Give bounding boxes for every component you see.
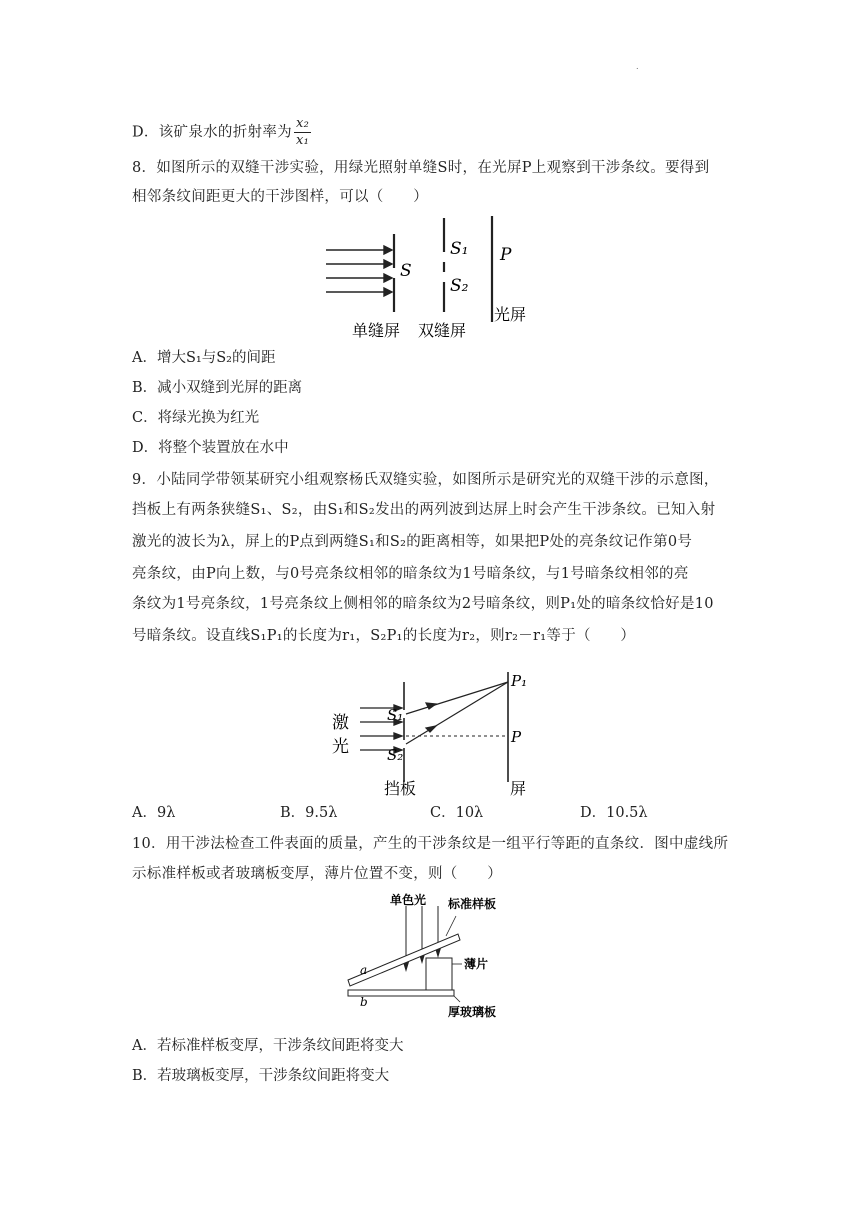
label-mono-light: 单色光: [390, 893, 427, 907]
q8-stem-line-2: 相邻条纹间距更大的干涉图样，可以（ ）: [132, 189, 428, 205]
q9-option-d: D．10.5λ: [580, 805, 648, 821]
fraction-numerator: x₂: [295, 116, 310, 131]
q10-option-a: A．若标准样板变厚，干涉条纹间距将变大: [132, 1038, 404, 1054]
q8-option-a: A．增大S₁与S₂的间距: [132, 350, 276, 366]
label-laser-2: 光: [332, 737, 349, 757]
caption-screen: 屏: [510, 779, 527, 798]
q8-stem-line-1: 8．如图所示的双缝干涉实验，用绿光照射单缝S时，在光屏P上观察到干涉条纹。要得到: [132, 160, 710, 176]
caption-double-slit: 双缝屏: [418, 321, 467, 340]
q10-stem-line-2: 示标准样板或者玻璃板变厚，薄片位置不变，则（ ）: [132, 866, 502, 882]
fraction-denominator: x₁: [295, 133, 310, 148]
label-laser-1: 激: [332, 713, 349, 733]
q10-option-b: B．若玻璃板变厚，干涉条纹间距将变大: [132, 1068, 390, 1084]
label-thin-sheet: 薄片: [464, 957, 489, 971]
q8-double-slit-figure: [322, 212, 540, 342]
label-s2: S₂: [450, 276, 469, 296]
q8-option-d: D．将整个装置放在水中: [132, 440, 289, 456]
q10-stem-line-1: 10．用干涉法检查工件表面的质量，产生的干涉条纹是一组平行等距的直条纹．图中虚线所: [132, 836, 729, 852]
q7-option-d: [132, 116, 311, 149]
q8-option-c: C．将绿光换为红光: [132, 410, 260, 426]
label-standard-plate: 标准样板: [448, 897, 497, 911]
label-p: P: [500, 245, 512, 265]
label-s: S: [400, 261, 412, 281]
label-s2: S₂: [387, 746, 404, 764]
q9-young-slit-figure: [328, 664, 538, 800]
caption-baffle: 挡板: [384, 779, 417, 798]
caption-single-slit: 单缝屏: [352, 321, 401, 340]
label-s1: S₁: [450, 239, 469, 259]
q9-option-b: B．9.5λ: [280, 805, 338, 821]
refractive-index-fraction: [294, 116, 311, 149]
q9-stem-line-5: 条纹为1号亮条纹，1号亮条纹上侧相邻的暗条纹为2号暗条纹，则P₁处的暗条纹恰好是10: [132, 596, 714, 612]
q9-stem-line-6: 号暗条纹。设直线S₁P₁的长度为r₁，S₂P₁的长度为r₂，则r₂－r₁等于（ ）: [132, 628, 636, 644]
q9-option-a: A．9λ: [132, 805, 176, 821]
caption-screen: 光屏: [494, 305, 527, 324]
label-p1: P₁: [511, 672, 528, 690]
label-thick-glass: 厚玻璃板: [448, 1005, 497, 1019]
q10-film-interference-figure: [344, 892, 508, 1024]
q8-option-b: B．减小双缝到光屏的距离: [132, 380, 303, 396]
header-mark: .: [636, 62, 639, 71]
label-a: a: [360, 963, 368, 977]
q9-stem-line-3: 激光的波长为λ，屏上的P点到两缝S₁和S₂的距离相等，如果把P处的亮条纹记作第0号: [132, 534, 693, 550]
label-p: P: [511, 728, 522, 746]
q7-option-d-text: D．该矿泉水的折射率为: [132, 124, 292, 141]
q9-option-c: C．10λ: [430, 805, 484, 821]
q9-stem-line-2: 挡板上有两条狭缝S₁、S₂，由S₁和S₂发出的两列波到达屏上时会产生干涉条纹。已知入射: [132, 502, 716, 518]
q9-stem-line-4: 亮条纹，由P向上数，与0号亮条纹相邻的暗条纹为1号暗条纹，与1号暗条纹相邻的亮: [132, 566, 689, 582]
q9-stem-line-1: 9．小陆同学带领某研究小组观察杨氏双缝实验，如图所示是研究光的双缝干涉的示意图，: [132, 472, 719, 488]
label-b: b: [360, 995, 368, 1009]
label-s1: S₁: [387, 706, 404, 724]
